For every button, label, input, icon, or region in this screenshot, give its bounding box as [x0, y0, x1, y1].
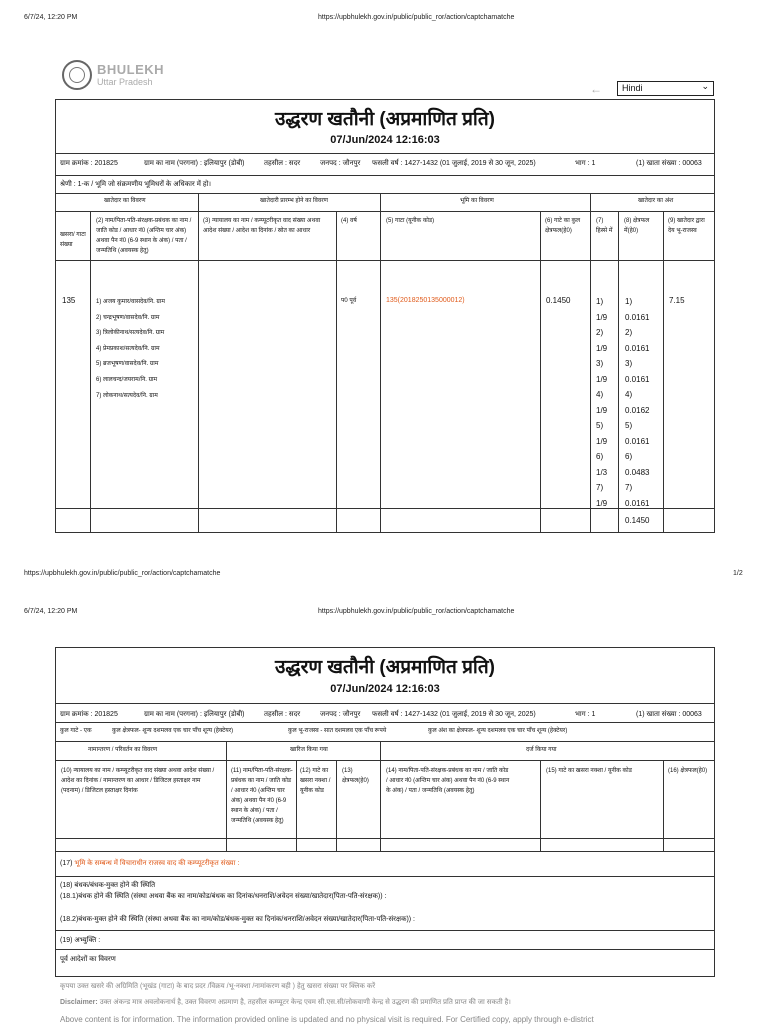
khasra-number: 135 [62, 296, 76, 305]
gata-link[interactable]: 135(2018250135000012) [386, 297, 465, 304]
print-url: https://upbhulekh.gov.in/public/public_ror/action/captchamatche [318, 14, 515, 21]
col-14-header: (14) नाम/पिता-पति-संरक्षक-प्रबंधक का नाम / जाति कोड / आधार नं0 (अन्तिम चार अंक) अथवा पैन नं0 (6-9 स्थान के अंक) / पता / जन्मतिथि (अवयस्क हेतु) [386, 768, 510, 794]
group-land: भूमि का विवरण [460, 198, 494, 204]
revenue-value: 7.15 [669, 296, 685, 305]
note-click-khasra: कृपया उक्त खसरे की अग्रिमिति (भूखंड (गाटा) के बाद प्रदर /विक्रय /भू-नक्शा /नामांकरण बही ) हेतु खसरा संख्या पर क्लिक करें [60, 983, 376, 990]
back-arrow-icon[interactable]: ← [590, 82, 602, 96]
fasli-year: फसली वर्ष : 1427-1432 (01 जुलाई, 2019 से 30 जून, 2025) [372, 160, 536, 167]
group-basis: खातेदारी प्रारम्भ होने का विवरण [260, 198, 328, 204]
group-entered: दर्ज किया गया [526, 747, 557, 753]
category: श्रेणी : 1-क / भूमि जो संक्रमणीय भूमिधरों के अधिकार में हो। [60, 181, 212, 188]
group-holder: खातेदार का विवरण [104, 198, 146, 204]
r19: (19) अभ्युक्ति : [60, 937, 101, 944]
col-share-header: (7) हिस्से में [596, 218, 613, 234]
tehsil: तहसील : सदर [264, 160, 301, 167]
village-code: ग्राम क्रमांक : 201825 [60, 160, 118, 167]
col-year-header: (4) वर्ष [341, 218, 357, 224]
print-url: https://upbhulekh.gov.in/public/public_ror/action/captchamatche [318, 608, 515, 615]
r18-1: (18.1)बंधक होने की स्थिति (संस्था अथवा बैंक का नाम/कोड/बंधक का दिनांक/धनराशि/अवेदन संख्या/खातेदार(पिता-पति-संरक्षक)) : [60, 893, 387, 900]
col-area-header: (6) गाटे का कुल क्षेत्रफल(हे0) [545, 218, 581, 234]
total-revenue-text: कुल भू-राजस्व - सात दशमलव एक पाँच रूपये [288, 728, 387, 734]
print-datetime: 6/7/24, 12:20 PM [24, 608, 78, 615]
share-area-list: 1) 0.0161 2) 0.0161 3) 0.0161 4) 0.0162 5) 0.0161 6) 0.0483 7) 0.0161 [625, 297, 650, 508]
total-share-area: 0.1450 [625, 516, 650, 525]
tehsil: तहसील : सदर [264, 711, 301, 718]
part: भाग : 1 [575, 160, 596, 167]
total-plots: कुल गाटे - एक [60, 728, 92, 734]
village-name: ग्राम का नाम (परगना) : इलियापुर (डोबी) [144, 711, 245, 718]
list-item: 6) लालचन्द/जयराम/नि. ग्राम [96, 376, 158, 383]
col-12-header: (12) गाटे का खसरा नक्शा / यूनीक कोड [300, 768, 331, 794]
district: जनपद : जौनपुर [320, 160, 361, 167]
page-title: उद्धरण खतौनी (अप्रमाणित प्रति) [274, 109, 495, 130]
village-name: ग्राम का नाम (परगना) : इलियापुर (डोबी) [144, 160, 245, 167]
disclaimer: Disclaimer: उक्त अंकन्ड मात्र अवलोकनार्थ है, उक्त विवरण अप्रमाण है, तहसील कम्प्यूटर केन्द्र एवम सी.एस.सी/लोकवाणी केन्द्र से उद्धरण की प्रमाणित प्रति प्राप्त की जा सकती है। [60, 999, 511, 1006]
page-date: 07/Jun/2024 12:16:03 [330, 134, 440, 146]
group-removed: खारिज किया गया [290, 747, 328, 753]
part: भाग : 1 [575, 711, 596, 718]
page-date: 07/Jun/2024 12:16:03 [330, 683, 440, 695]
group-mutation: नामान्तरण / परिवर्तन का विवरण [88, 747, 158, 753]
year-value: प0 पूर्व [341, 298, 357, 304]
col-court-header: (3) न्यायालय का नाम / कम्प्यूटरीकृत वाद संख्या अथवा आदेश संख्या / आदेश का दिनांक / स्रोत का आधार [203, 218, 321, 234]
state-emblem-icon [62, 60, 92, 90]
print-datetime: 6/7/24, 12:20 PM [24, 14, 78, 21]
page-title: उद्धरण खतौनी (अप्रमाणित प्रति) [274, 657, 495, 678]
col-gata-header: (5) गाटा (यूनीक कोड) [386, 218, 435, 224]
footer-url: https://upbhulekh.gov.in/public/public_ror/action/captchamatche [24, 570, 221, 577]
list-item: 7) लोकनाथ/सत्यदेव/नि. ग्राम [96, 392, 158, 399]
fasli-year: फसली वर्ष : 1427-1432 (01 जुलाई, 2019 से 30 जून, 2025) [372, 711, 536, 718]
chevron-down-icon: ⌄ [701, 81, 709, 91]
col-owner-header: (2) नाम/पिता-पति-संरक्षक-प्रबंधक का नाम / जाति कोड / आधार नं0 (अन्तिम चार अंक) अथवा पैन नं0 (6-9 स्थान के अंक) / पता / जन्मतिथि (अवयस्क हेतु) [96, 218, 192, 254]
list-item: 2) चन्द्रभूषण/वासदेव/नि. ग्राम [96, 314, 160, 321]
r18-2: (18.2)बंधक-मुक्त होने की स्थिति (संस्था अथवा बैंक का नाम/कोड/बंधक-मुक्त का दिनांक/धनराशि/अवेदन संख्या/खातेदार(पिता-पति-संरक्षक)) : [60, 916, 415, 923]
list-item: 3) त्रिलोकीनाथ/सत्यदेव/नि. ग्राम [96, 330, 165, 337]
group-share: खातेदार का अंश [638, 198, 674, 204]
list-item: 5) ब्रजभूषण/वासदेव/नि. ग्राम [96, 361, 159, 368]
page-number: 1/2 [733, 570, 743, 577]
logo-name: BHULEKH [97, 62, 165, 77]
total-area: 0.1450 [546, 296, 571, 305]
khatauni-page2 [55, 647, 715, 977]
col-16-header: (16) क्षेत्रफल(हे0) [668, 768, 708, 774]
language-select[interactable]: Hindi ⌄ [617, 81, 714, 96]
total-share-text: कुल अंश का क्षेत्रफल- शून्य दशमलव एक चार पाँच शून्य (हेक्टेयर) [428, 728, 568, 734]
village-code: ग्राम क्रमांक : 201825 [60, 711, 118, 718]
r17: (17) भूमि के सम्बन्ध में विचाराधीन राजस्व वाद की कम्प्यूटरीकृत संख्या : [60, 860, 240, 867]
previous-orders: पूर्व आदेशों का विवरण [60, 956, 116, 963]
logo-region: Uttar Pradesh [97, 77, 153, 87]
khata-number: (1) खाता संख्या : 00063 [636, 711, 702, 718]
bhulekh-logo[interactable] [62, 60, 164, 90]
total-area-text: कुल क्षेत्रफल- शून्य दशमलव एक चार पाँच शून्य (हेक्टेयर) [112, 728, 234, 734]
col-15-header: (15) गाटे का खसरा नक्शा / यूनीक कोड [546, 768, 632, 774]
khata-number: (1) खाता संख्या : 00063 [636, 160, 702, 167]
col-13-header: (13) क्षेत्रफल(हे0) [342, 768, 369, 784]
col-revenue-header: (9) खातेदार द्वारा देय भू-राजस्व [668, 218, 705, 234]
district: जनपद : जौनपुर [320, 711, 361, 718]
owner-list [96, 295, 165, 404]
col-10-header: (10) न्यायालय का नाम / कम्प्यूटरीकृत वाद संख्या अथवा आदेश संख्या / आदेश का दिनांक / नामान्तरण का आधार / डिजिटल हस्ताक्षर नाम (पदनाम) / डिजिटल हस्ताक्षर दिनांक [61, 768, 215, 794]
col-khasra-header: खसरा/ गाटा संख्या [60, 232, 86, 248]
col-share-area-header: (8) क्षेत्रफल में(हे0) [624, 218, 650, 234]
english-note: Above content is for information. The information provided online is updated and no physical visit is required. For Certified copy, apply through e-district [60, 1015, 594, 1024]
r18: (18) बंधक/बंधक-मुक्त होने की स्थिति [60, 882, 156, 889]
list-item: 4) प्रेमप्रकाश/सत्यदेव/नि. ग्राम [96, 345, 160, 352]
list-item: 1) अजय कुमार/वासदेव/नि. ग्राम [96, 299, 165, 305]
col-11-header: (11) नाम/पिता-पति-संरक्षक-प्रबंधक का नाम / जाति कोड / आधार नं0 (अन्तिम चार अंक) अथवा पैन नं0 (6-9 स्थान के अंक) / पता / जन्मतिथि (अवयस्क हेतु) [231, 768, 293, 824]
share-list: 1) 1/9 2) 1/9 3) 1/9 4) 1/9 5) 1/9 6) 1/3 7) 1/9 [596, 297, 608, 508]
